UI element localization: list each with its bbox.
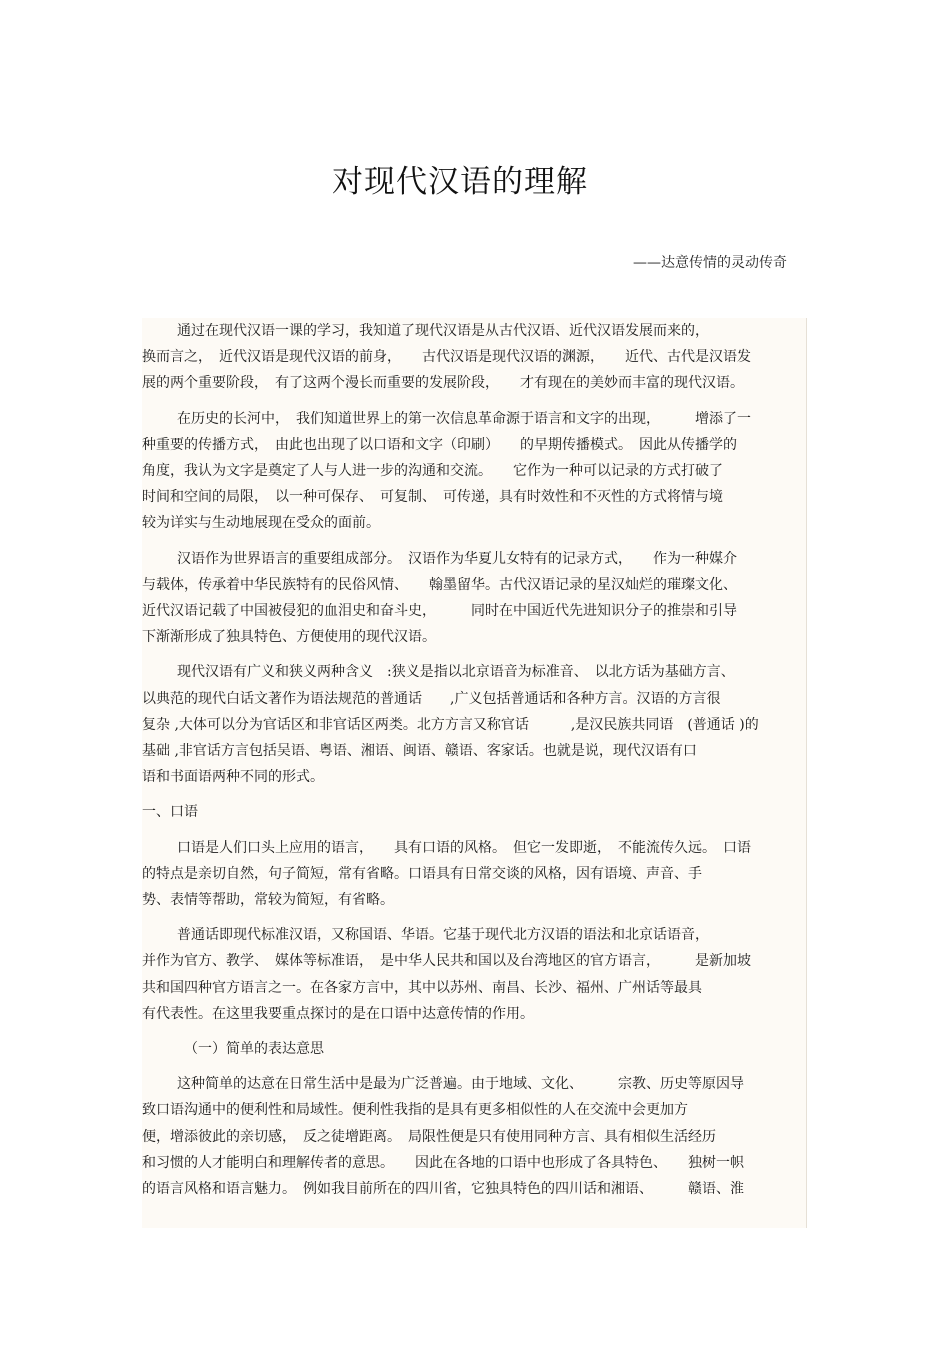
document-body <box>142 318 807 1228</box>
paragraph-line: 复杂 ,大体可以分为官话区和非官话区两类。北方方言又称官话 ,是汉民族共同语 (普通话 )的 <box>142 716 759 733</box>
paragraph-line: 与载体，传承着中华民族特有的民俗风情、 翰墨留华。古代汉语记录的星汉灿烂的璀璨文化、 <box>142 576 737 593</box>
paragraph-line: 以典范的现代白话文著作为语法规范的普通话 ,广义包括普通话和各种方言。汉语的方言很 <box>142 690 721 707</box>
paragraph-line: 时间和空间的局限， 以一种可保存、 可复制、 可传递，具有时效性和不灭性的方式将情与境 <box>142 489 723 506</box>
paragraph-line: 种重要的传播方式， 由此也出现了以口语和文字（印刷） 的早期传播模式。 因此从传播学的 <box>142 436 737 453</box>
paragraph-line: 通过在现代汉语一课的学习，我知道了现代汉语是从古代汉语、近代汉语发展而来的， <box>177 323 709 339</box>
paragraph-line: 势、表情等帮助，常较为简短，有省略。 <box>142 892 394 909</box>
paragraph-line: 汉语作为世界语言的重要组成部分。 汉语作为华夏儿女特有的记录方式， 作为一种媒介 <box>177 550 737 567</box>
paragraph <box>142 318 806 397</box>
paragraph-gap <box>142 1062 806 1071</box>
paragraph <box>142 406 806 537</box>
document-title: 对现代汉语的理解 <box>332 164 588 200</box>
paragraph-line: 较为详实与生动地展现在受众的面前。 <box>142 515 380 532</box>
paragraph-gap <box>142 397 806 406</box>
paragraph-line: 口语是人们口头上应用的语言， 具有口语的风格。 但它一发即逝， 不能流传久远。 口语 <box>177 839 751 856</box>
paragraph-line: 在历史的长河中， 我们知道世界上的第一次信息革命源于语言和文字的出现， 增添了一 <box>177 410 751 427</box>
paragraph-line: 并作为官方、教学、 媒体等标准语， 是中华人民共和国以及台湾地区的官方语言， 是新加坡 <box>142 953 751 970</box>
paragraph-gap <box>142 790 806 799</box>
paragraph-line: 便，增添彼此的亲切感， 反之徒增距离。 局限性便是只有使用同种方言、具有相似生活经历 <box>142 1128 716 1145</box>
paragraph-line: 下渐渐形成了独具特色、方便使用的现代汉语。 <box>142 629 436 646</box>
paragraph-line: 共和国四种官方语言之一。在各家方言中，其中以苏州、南昌、长沙、福州、广州话等最具 <box>142 979 702 996</box>
paragraph-line: 的语言风格和语言魅力。 例如我目前所在的四川省，它独具特色的四川话和湘语、 赣语、淮 <box>142 1181 744 1198</box>
paragraph-line: 现代汉语有广义和狭义两种含义 :狭义是指以北京语音为标准音、 以北方话为基础方言、 <box>177 664 735 681</box>
paragraph-line: 的特点是亲切自然，句子简短，常有省略。口语具有日常交谈的风格，因有语境、声音、手 <box>142 865 702 882</box>
paragraph-gap <box>142 650 806 659</box>
paragraph-gap <box>142 537 806 546</box>
paragraph-line: 致口语沟通中的便利性和局域性。便利性我指的是具有更多相似性的人在交流中会更加方 <box>142 1102 688 1119</box>
paragraph <box>142 546 806 651</box>
paragraph-line: 和习惯的人才能明白和理解传者的意思。 因此在各地的口语中也形成了各具特色、 独树一帜 <box>142 1154 744 1171</box>
paragraph-line: 近代汉语记载了中国被侵犯的血泪史和奋斗史， 同时在中国近代先进知识分子的推崇和引导 <box>142 603 737 620</box>
paragraph-line: 角度，我认为文字是奠定了人与人进一步的沟通和交流。 它作为一种可以记录的方式打破了 <box>142 463 723 480</box>
paragraph-gap <box>142 826 806 835</box>
paragraph-gap <box>142 913 806 922</box>
paragraph-line: 展的两个重要阶段， 有了这两个漫长而重要的发展阶段， 才有现在的美妙而丰富的现代汉语。 <box>142 375 744 392</box>
paragraph-line: 语和书面语两种不同的形式。 <box>142 769 324 786</box>
section-subheading: （一）简单的表达意思 <box>184 1041 324 1058</box>
paragraph-line: 有代表性。在这里我要重点探讨的是在口语中达意传情的作用。 <box>142 1005 534 1022</box>
paragraph <box>142 922 806 1027</box>
paragraph-gap <box>142 1027 806 1036</box>
paragraph-line: 普通话即现代标准汉语，又称国语、华语。它基于现代北方汉语的语法和北京话语音， <box>177 927 709 944</box>
paragraph-line: 这种简单的达意在日常生活中是最为广泛普遍。由于地域、文化、 宗教、历史等原因导 <box>177 1076 744 1093</box>
document-subtitle: ——达意传情的灵动传奇 <box>633 255 787 271</box>
paragraph-line: 换而言之， 近代汉语是现代汉语的前身， 古代汉语是现代汉语的渊源， 近代、古代是汉语发 <box>142 349 751 366</box>
section-heading: 一、口语 <box>142 804 198 821</box>
paragraph <box>142 1071 806 1202</box>
paragraph-line: 基础 ,非官话方言包括吴语、粤语、湘语、闽语、赣语、客家话。也就是说，现代汉语有口 <box>142 743 697 760</box>
paragraph <box>142 659 806 790</box>
paragraph <box>142 835 806 914</box>
